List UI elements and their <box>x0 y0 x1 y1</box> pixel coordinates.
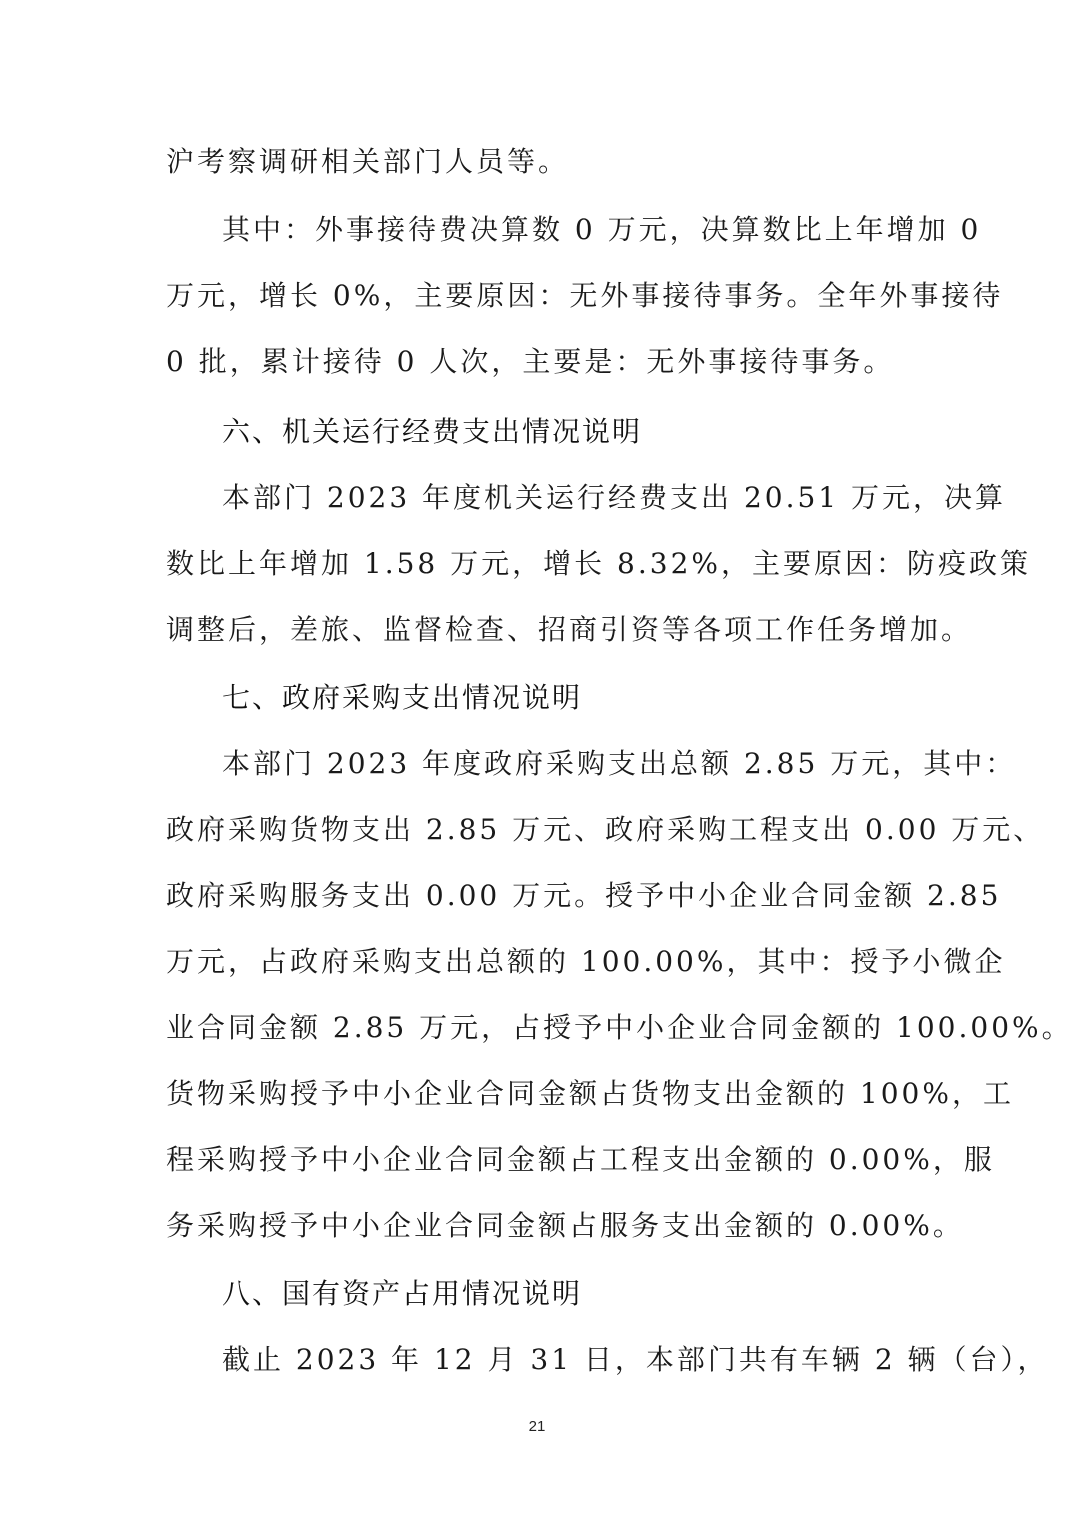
section-heading-six: 六、机关运行经费支出情况说明 <box>222 415 643 448</box>
paragraph-line: 政府采购服务支出 0.00 万元。授予中小企业合同金额 2.85 <box>166 879 1002 912</box>
paragraph-line: 务采购授予中小企业合同金额占服务支出金额的 0.00%。 <box>166 1209 964 1242</box>
paragraph-line: 本部门 2023 年度机关运行经费支出 20.51 万元，决算 <box>222 481 1007 514</box>
paragraph-line: 截止 2023 年 12 月 31 日，本部门共有车辆 2 辆（台）， <box>222 1343 1049 1376</box>
paragraph-line: 数比上年增加 1.58 万元，增长 8.32%，主要原因：防疫政策 <box>166 547 1031 580</box>
section-heading-seven: 七、政府采购支出情况说明 <box>222 681 583 714</box>
page-number: 21 <box>528 1418 546 1435</box>
paragraph-line: 货物采购授予中小企业合同金额占货物支出金额的 100%，工 <box>166 1077 1014 1110</box>
section-heading-eight: 八、国有资产占用情况说明 <box>222 1277 583 1310</box>
paragraph-line: 程采购授予中小企业合同金额占工程支出金额的 0.00%，服 <box>166 1143 995 1176</box>
paragraph-line: 0 批，累计接待 0 人次，主要是：无外事接待事务。 <box>166 345 895 378</box>
paragraph-line: 本部门 2023 年度政府采购支出总额 2.85 万元，其中： <box>222 747 1017 780</box>
paragraph-line: 业合同金额 2.85 万元，占授予中小企业合同金额的 100.00%。 <box>166 1011 1073 1044</box>
paragraph-line: 万元，占政府采购支出总额的 100.00%，其中：授予小微企 <box>166 945 1006 978</box>
paragraph-line: 调整后，差旅、监督检查、招商引资等各项工作任务增加。 <box>166 613 973 646</box>
paragraph-line: 其中：外事接待费决算数 0 万元，决算数比上年增加 0 <box>222 213 982 246</box>
paragraph-line: 沪考察调研相关部门人员等。 <box>166 145 570 178</box>
paragraph-line: 政府采购货物支出 2.85 万元、政府采购工程支出 0.00 万元、 <box>166 813 1045 846</box>
paragraph-line: 万元，增长 0%，主要原因：无外事接待事务。全年外事接待 <box>166 279 1004 312</box>
